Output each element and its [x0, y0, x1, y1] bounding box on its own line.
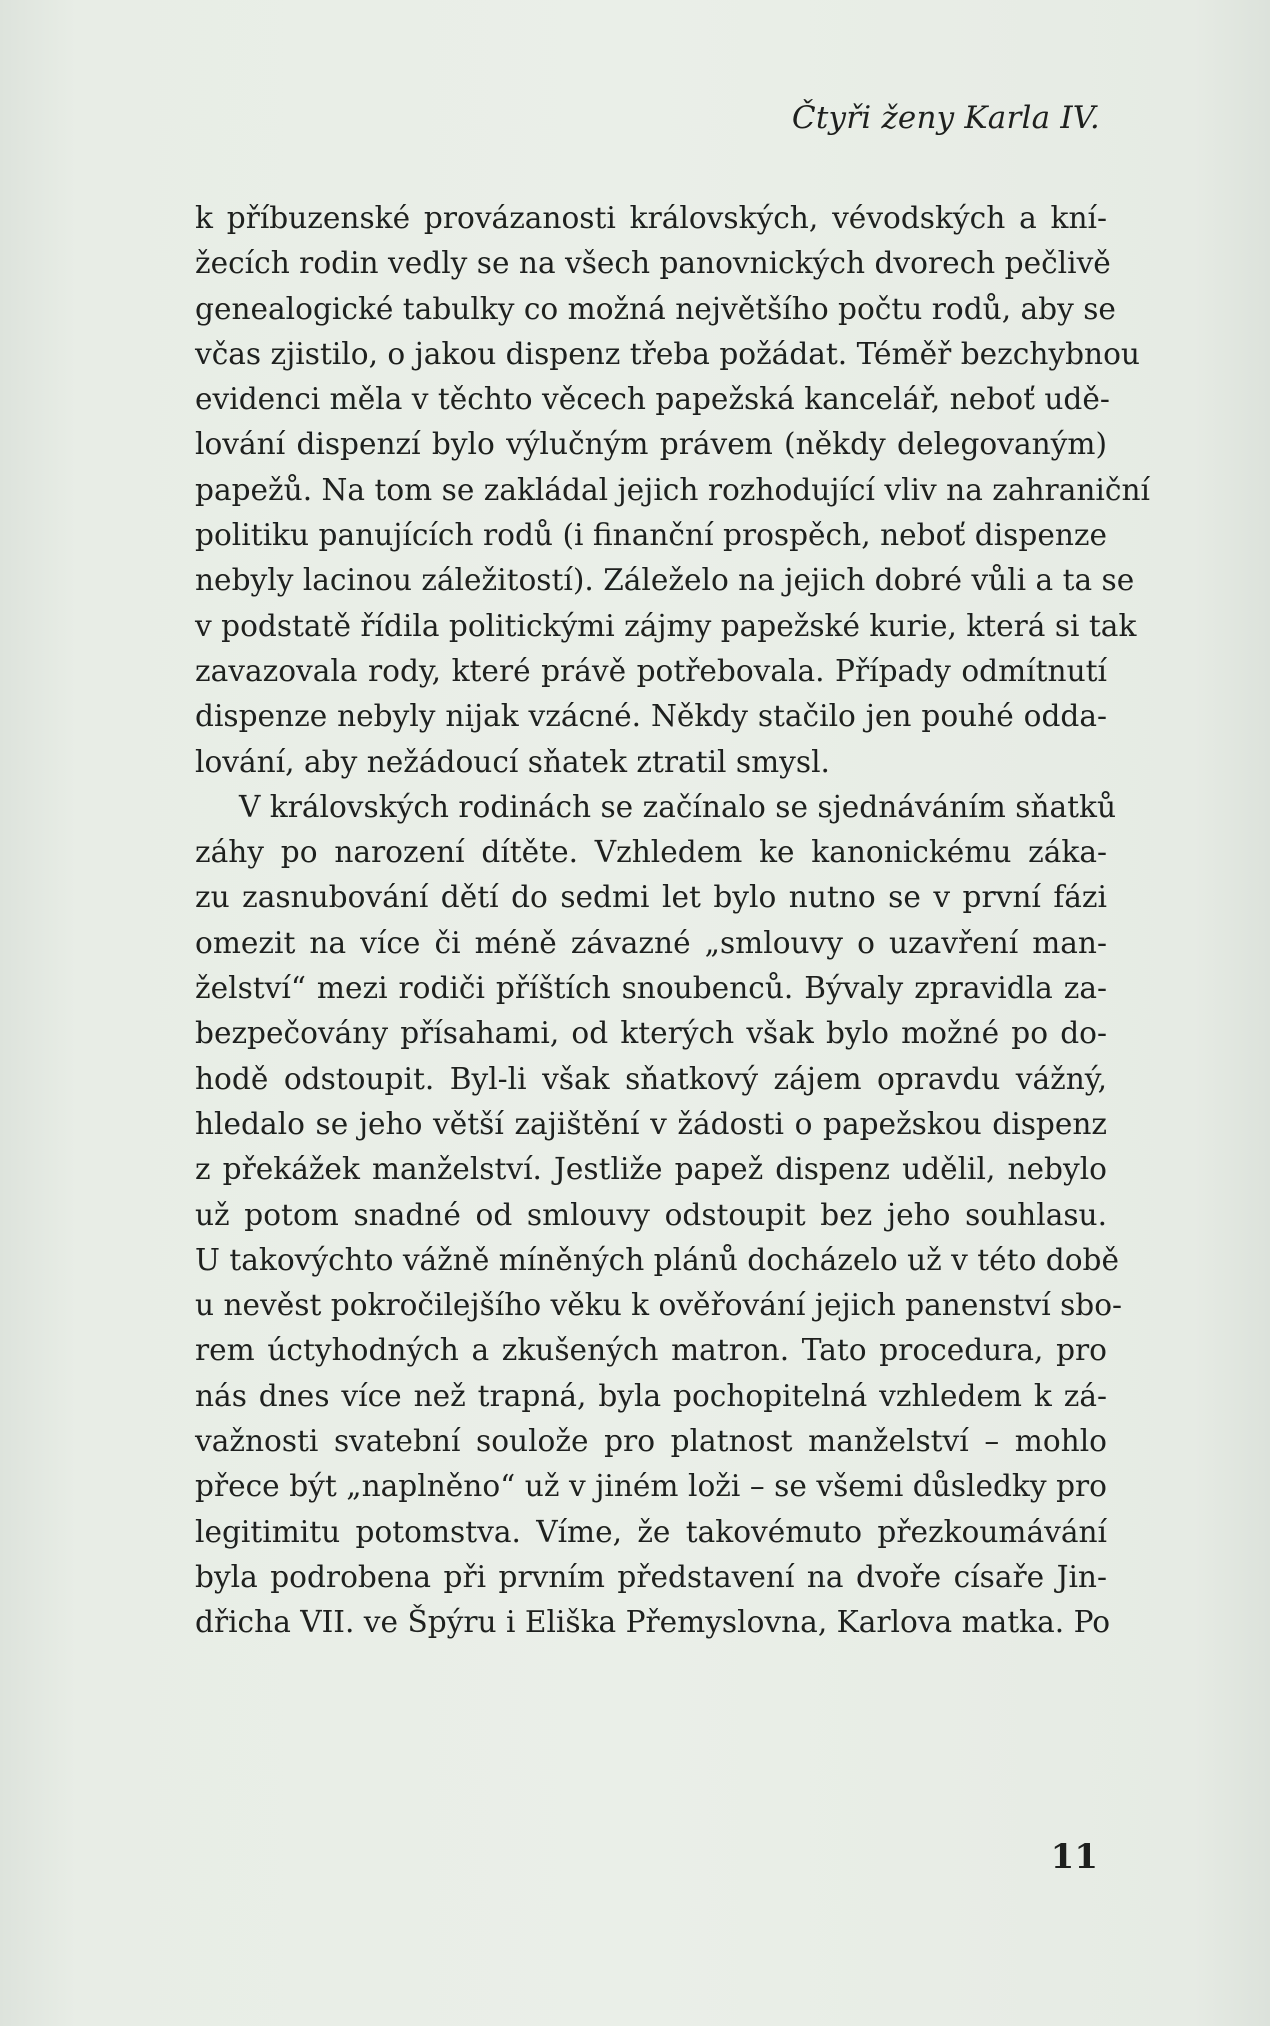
- text-line: papežů. Na tom se zakládal jejich rozhodující vliv na zahraniční: [195, 472, 1150, 507]
- text-line: U takovýchto vážně míněných plánů docházelo už v této době: [195, 1242, 1120, 1277]
- text-line: včas zjistilo, o jakou dispenz třeba požádat. Téměř bezchybnou: [195, 336, 1140, 371]
- text-line: bezpečovány přísahami, od kterých však bylo možné po do-: [195, 1016, 1107, 1051]
- text-line: želství“ mezi rodiči příštích snoubenců. Bývaly zpravidla za-: [195, 971, 1107, 1006]
- text-line: k příbuzenské provázanosti královských, vévodských a kní-: [195, 201, 1107, 235]
- text-line: politiku panujících rodů (i finanční prospěch, neboť dispenze: [195, 518, 1107, 553]
- paragraph-1: [195, 196, 1150, 785]
- text-line: záhy po narození dítěte. Vzhledem ke kanonickému záka-: [195, 835, 1107, 870]
- body-text: [195, 196, 1150, 1646]
- text-line: v podstatě řídila politickými zájmy papežské kurie, která si tak: [195, 608, 1137, 643]
- text-line: byla podrobena při prvním představení na dvoře císaře Jin-: [195, 1559, 1107, 1594]
- text-line: nebyly lacinou záležitostí). Záleželo na jejich dobré vůli a ta se: [195, 563, 1135, 598]
- text-line: nás dnes více než trapná, byla pochopitelná vzhledem k zá-: [195, 1378, 1107, 1413]
- text-line: u nevěst pokročilejšího věku k ověřování jejich panenství sbo-: [195, 1288, 1123, 1323]
- text-line: zavazovala rody, které právě potřebovala. Případy odmítnutí: [195, 653, 1107, 688]
- text-line: dřicha VII. ve Špýru i Eliška Přemyslovna, Karlova matka. Po: [195, 1605, 1111, 1640]
- text-line: dispenze nebyly nijak vzácné. Někdy stačilo jen pouhé odda-: [195, 699, 1107, 734]
- text-line: važnosti svatební soulože pro platnost manželství – mohlo: [195, 1424, 1107, 1459]
- text-line: zu zasnubování dětí do sedmi let bylo nutno se v první fázi: [195, 880, 1107, 915]
- text-line: omezit na více či méně závazné „smlouvy o uzavření man-: [195, 925, 1107, 960]
- text-line: rem úctyhodných a zkušených matron. Tato procedura, pro: [195, 1333, 1107, 1368]
- text-line: lování, aby nežádoucí sňatek ztratil smysl.: [195, 744, 830, 779]
- text-line: z překážek manželství. Jestliže papež dispenz udělil, nebylo: [195, 1152, 1107, 1187]
- text-line: hledalo se jeho větší zajištění v žádosti o papežskou dispenz: [195, 1106, 1107, 1141]
- text-line: už potom snadné od smlouvy odstoupit bez jeho souhlasu.: [195, 1197, 1107, 1232]
- text-line: V královských rodinách se začínalo se sjednáváním sňatků: [239, 789, 1117, 824]
- text-line: hodě odstoupit. Byl-li však sňatkový zájem opravdu vážný,: [195, 1061, 1107, 1096]
- text-line: legitimitu potomstva. Víme, že takovémuto přezkoumávání: [195, 1514, 1107, 1549]
- running-head: Čtyři ženy Karla IV.: [791, 100, 1100, 136]
- text-line: evidenci měla v těchto věcech papežská kancelář, neboť udě-: [195, 382, 1110, 417]
- text-line: genealogické tabulky co možná největšího počtu rodů, aby se: [195, 291, 1116, 326]
- paragraph-2: [195, 785, 1123, 1646]
- text-line: žecích rodin vedly se na všech panovnických dvorech pečlivě: [195, 246, 1111, 281]
- text-line: přece být „naplněno“ už v jiném loži – se všemi důsledky pro: [195, 1469, 1107, 1504]
- page-number: 11: [1050, 1837, 1098, 1877]
- text-line: lování dispenzí bylo výlučným právem (někdy delegovaným): [195, 427, 1107, 462]
